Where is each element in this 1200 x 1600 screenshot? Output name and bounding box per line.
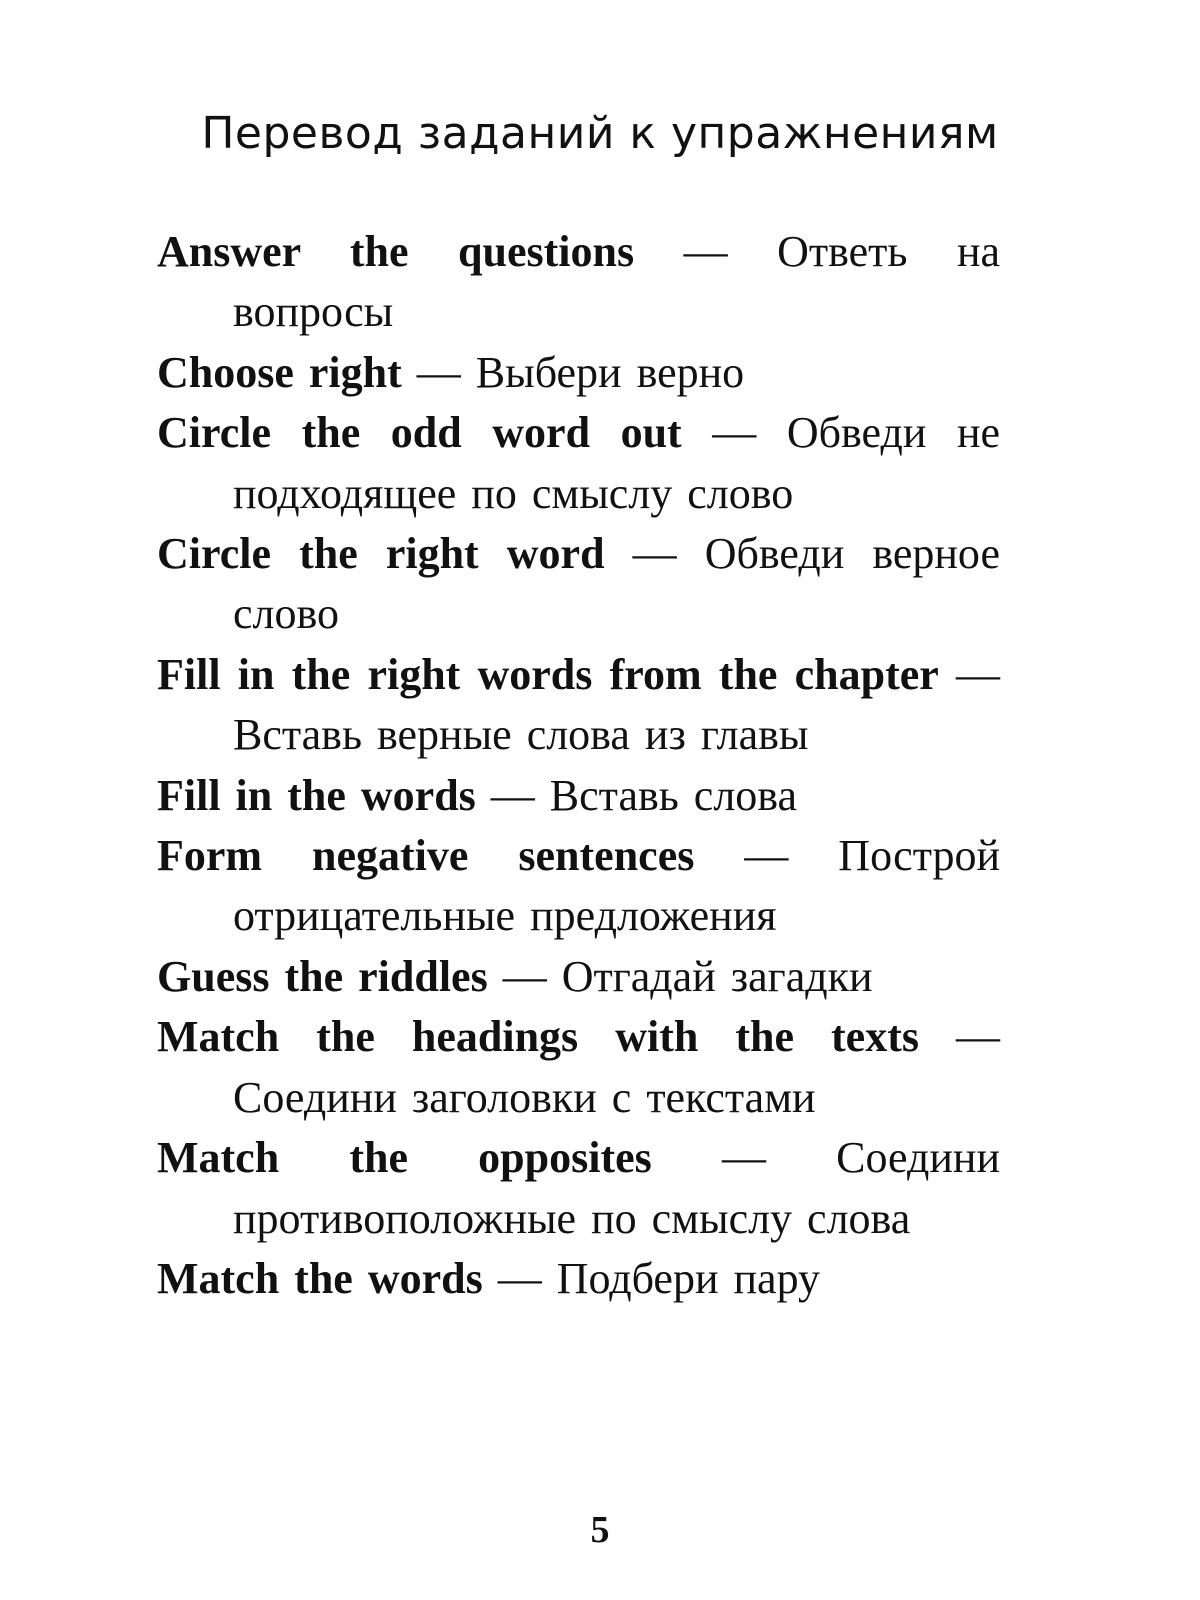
entry-dash: — xyxy=(721,1133,766,1183)
glossary-entry xyxy=(157,222,1000,343)
entry-translation: Подбери пару xyxy=(556,1253,821,1303)
glossary-entry xyxy=(157,524,1000,645)
glossary-entry xyxy=(157,1249,1000,1309)
entry-dash: — xyxy=(416,347,461,397)
entry-translation: Построй отрицательные предложения xyxy=(233,831,1001,941)
page-number: 5 xyxy=(590,1509,610,1551)
entry-translation: Обведи не подходящее по смыслу слово xyxy=(233,408,1001,518)
entry-term: Circle the right word xyxy=(157,529,605,579)
entry-term: Fill in the right words from the chapter xyxy=(157,649,939,699)
entry-translation: Вставь слова xyxy=(549,770,798,820)
entry-translation: Соедини противоположные по смыслу слова xyxy=(233,1133,1000,1243)
entry-term: Fill in the words xyxy=(157,770,476,820)
page-title: Перевод заданий к упражнениям xyxy=(201,108,999,159)
glossary-list xyxy=(157,222,1000,1309)
entry-term: Circle the odd word out xyxy=(157,408,682,458)
entry-dash: — xyxy=(497,1253,542,1303)
entry-dash: — xyxy=(490,770,535,820)
glossary-entry xyxy=(157,1128,1000,1249)
entry-translation: Ответь на вопросы xyxy=(233,227,1001,337)
entry-dash: — xyxy=(632,529,677,579)
entry-term: Answer the questions xyxy=(157,227,635,276)
entry-term: Match the words xyxy=(157,1253,483,1303)
entry-dash: — xyxy=(956,1012,1001,1062)
entry-dash: — xyxy=(683,227,728,276)
entry-dash: — xyxy=(956,649,1001,699)
entry-term: Match the headings with the texts xyxy=(157,1012,919,1062)
glossary-entry xyxy=(157,1007,1000,1128)
entry-translation: Выбери верно xyxy=(475,347,745,397)
entry-dash: — xyxy=(712,408,757,458)
glossary-entry xyxy=(157,403,1000,524)
entry-translation: Обведи верное слово xyxy=(233,529,1000,639)
entry-translation: Вставь верные слова из главы xyxy=(233,710,809,760)
entry-dash: — xyxy=(744,831,789,881)
glossary-entry xyxy=(157,766,1000,826)
glossary-entry xyxy=(157,947,1000,1007)
glossary-entry xyxy=(157,826,1000,947)
entry-term: Choose right xyxy=(157,347,402,397)
entry-term: Form negative sentences xyxy=(157,831,695,881)
entry-translation: Соедини заголовки с текстами xyxy=(233,1072,816,1122)
glossary-entry xyxy=(157,645,1000,766)
entry-translation: Отгадай загадки xyxy=(561,951,873,1001)
entry-dash: — xyxy=(502,951,547,1001)
glossary-entry xyxy=(157,343,1000,403)
entry-term: Guess the riddles xyxy=(157,951,488,1001)
entry-term: Match the opposites xyxy=(157,1133,652,1183)
